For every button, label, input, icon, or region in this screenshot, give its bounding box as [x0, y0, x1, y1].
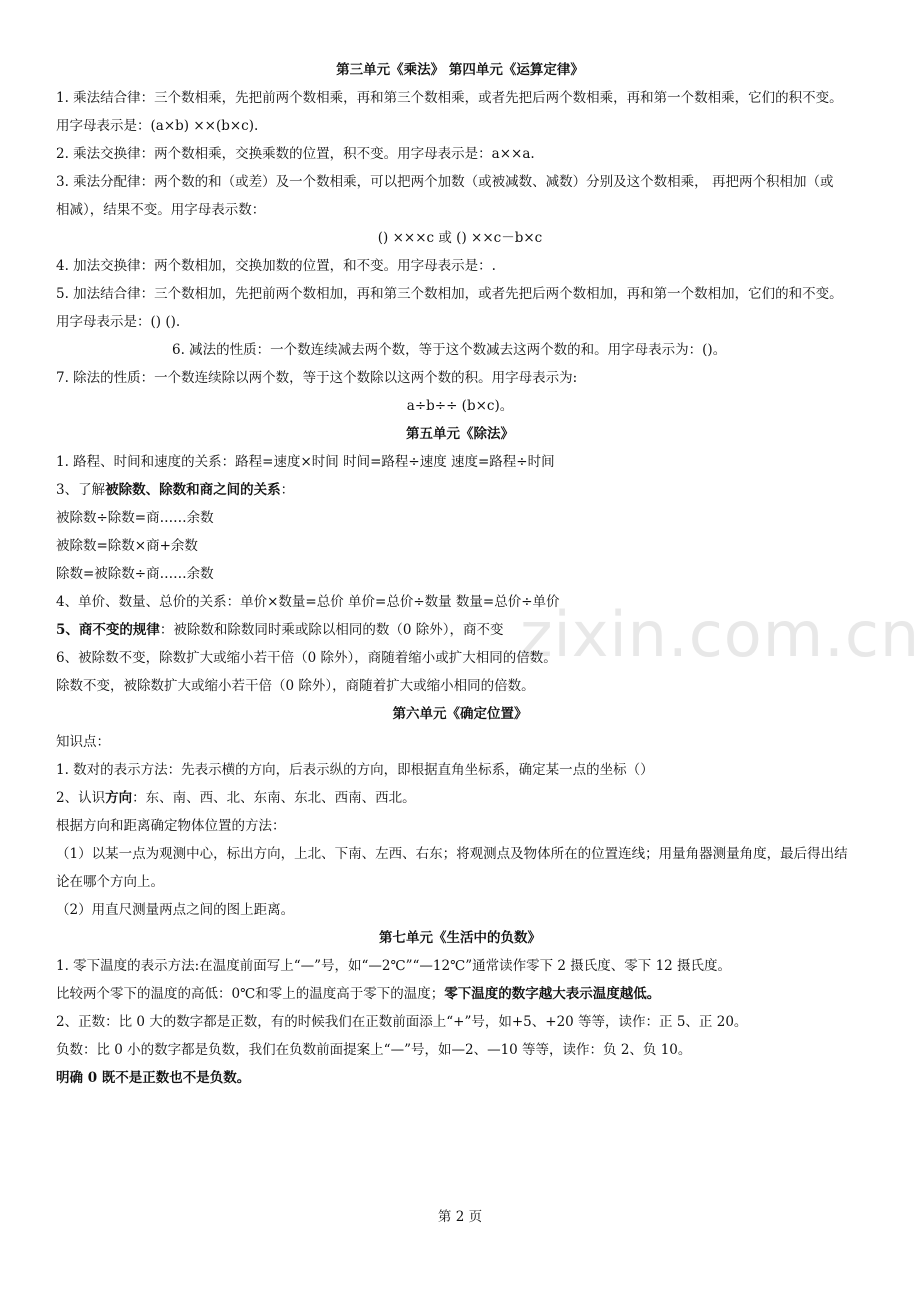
paragraph-line: 被除数÷除数=商……余数	[56, 510, 214, 526]
paragraph-line	[56, 788, 872, 808]
paragraph-line: 根据方向和距离确定物体位置的方法：	[56, 818, 286, 834]
formula-line: a÷b÷÷ (b×c)。	[406, 398, 514, 414]
formula-line: () ×××c 或 () ××c－b×c	[377, 230, 543, 246]
bold-text-run: 5、商不变的规律	[56, 622, 160, 638]
paragraph-line: 论在哪个方向上。	[56, 874, 164, 890]
section-title-5: 第五单元《除法》	[406, 426, 514, 442]
paragraph-line: 4. 加法交换律：两个数相加，交换加数的位置，和不变。用字母表示是：.	[56, 258, 496, 274]
paragraph-line: 用字母表示是：(a×b) ××(b×c).	[56, 118, 259, 134]
section-title-6: 第六单元《确定位置》	[392, 706, 528, 722]
paragraph-line: 负数：比 0 小的数字都是负数，我们在负数前面提案上“—”号，如—2、—10 等等，读作：负 2、负 10。	[56, 1042, 692, 1058]
paragraph-line: 2. 乘法交换律：两个数相乘，交换乘数的位置，积不变。用字母表示是：a××a.	[56, 146, 535, 162]
paragraph-line: 相减），结果不变。用字母表示数：	[56, 202, 266, 218]
bold-text-run: 被除数、除数和商之间的关系	[105, 482, 281, 498]
paragraph-line: （2）用直尺测量两点之间的图上距离。	[56, 902, 295, 918]
paragraph-line: 5. 加法结合律：三个数相加，先把前两个数相加，再和第三个数相加，或者先把后两个数相加，再和第一个数相加，它们的和不变。	[56, 286, 843, 302]
paragraph-line: 明确 0 既不是正数也不是负数。	[56, 1070, 251, 1086]
paragraph-line: 1. 路程、时间和速度的关系：路程=速度×时间 时间=路程÷速度 速度=路程÷时间	[56, 454, 555, 470]
paragraph-line: 1. 数对的表示方法：先表示横的方向，后表示纵的方向，即根据直角坐标系，确定某一点的坐标（）	[56, 762, 654, 778]
paragraph-line: （1）以某一点为观测中心，标出方向，上北、下南、左西、右东；将观测点及物体所在的位置连线；用量角器测量角度，最后得出结	[56, 846, 848, 862]
section-title-3-4: 第三单元《乘法》 第四单元《运算定律》	[336, 62, 584, 78]
paragraph-line: 除数=被除数÷商……余数	[56, 566, 214, 582]
paragraph-line: 被除数=除数×商+余数	[56, 538, 198, 554]
paragraph-line: 2、正数：比 0 大的数字都是正数，有的时候我们在正数前面添上“+”号，如+5、+20 等等，读作：正 5、正 20。	[56, 1014, 748, 1030]
page-number: 第 2 页	[437, 1209, 483, 1225]
text-run: 3、了解	[56, 482, 106, 498]
bold-text-run: 方向	[105, 790, 133, 806]
paragraph-line: 6. 减法的性质：一个数连续减去两个数，等于这个数减去这两个数的和。用字母表示为：()。	[172, 342, 727, 358]
paragraph-line	[56, 984, 872, 1004]
paragraph-line: 7. 除法的性质：一个数连续除以两个数，等于这个数除以这两个数的积。用字母表示为:	[56, 370, 578, 386]
paragraph-line: 4、单价、数量、总价的关系：单价×数量=总价 单价=总价÷数量 数量=总价÷单价	[56, 594, 560, 610]
paragraph-line: 6、被除数不变，除数扩大或缩小若干倍（0 除外），商随着缩小或扩大相同的倍数。	[56, 650, 557, 666]
text-run: ：东、南、西、北、东南、东北、西南、西北。	[132, 790, 416, 806]
paragraph-line: 除数不变，被除数扩大或缩小若干倍（0 除外），商随着扩大或缩小相同的倍数。	[56, 678, 535, 694]
paragraph-line	[56, 620, 872, 640]
paragraph-line: 3. 乘法分配律：两个数的和（或差）及一个数相乘，可以把两个加数（或被减数、减数）分别及这个数相乘， 再把两个积相加（或	[56, 174, 834, 190]
text-run: ：	[280, 482, 295, 498]
paragraph-line: 1. 乘法结合律：三个数相乘，先把前两个数相乘，再和第三个数相乘，或者先把后两个数相乘，再和第一个数相乘，它们的积不变。	[56, 90, 843, 106]
text-run: ：被除数和除数同时乘或除以相同的数（0 除外），商不变	[159, 622, 504, 638]
bold-text-run: 零下温度的数字越大表示温度越低。	[444, 986, 661, 1002]
section-title-7: 第七单元《生活中的负数》	[379, 930, 541, 946]
paragraph-line: 1. 零下温度的表示方法:在温度前面写上“—”号，如“—2℃”“—12℃”通常读作零下 2 摄氏度、零下 12 摄氏度。	[56, 958, 732, 974]
watermark: zixin.com.cn	[520, 598, 920, 671]
paragraph-line: 用字母表示是：() ().	[56, 314, 181, 330]
text-run: 2、认识	[56, 790, 106, 806]
paragraph-line: 知识点：	[56, 734, 110, 750]
text-run: 比较两个零下的温度的高低：0℃和零上的温度高于零下的温度；	[56, 986, 445, 1002]
paragraph-line	[56, 480, 872, 500]
